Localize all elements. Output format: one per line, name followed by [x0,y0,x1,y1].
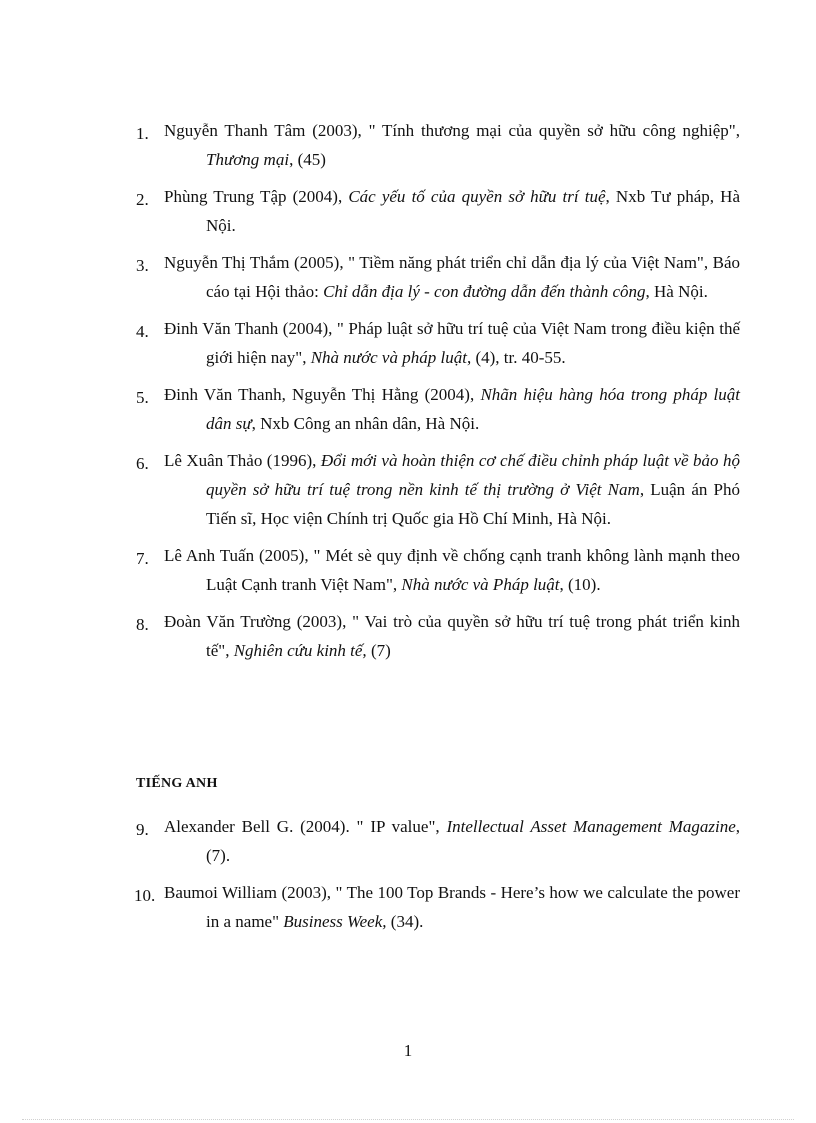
reference-text: Đinh Văn Thanh, Nguyễn Thị Hằng (2004), [164,385,481,404]
reference-text: Baumoi William (2003), " The 100 Top Brands - Here’s how we calculate the power in a name" [164,883,740,931]
reference-source: Nghiên cứu kinh tế, [233,641,367,660]
reference-tail: , Nxb Tư pháp, Hà Nội. [206,187,740,235]
reference-tail: , Nxb Công an nhân dân, Hà Nội. [251,414,480,433]
reference-title: Đổi mới và hoàn thiện cơ chế điều chỉnh pháp luật về bảo hộ quyền sở hữu trí tuệ trong nền kinh tế thị trường ở Việt Nam [206,451,740,499]
reference-source: Nhà nước và Pháp luật [401,575,560,594]
reference-tail: (7) [366,641,391,660]
reference-item [136,446,740,533]
reference-item [136,314,740,372]
reference-text: Đoàn Văn Trường (2003), " Vai trò của quyền sở hữu trí tuệ trong phát triển kinh tế", [164,612,740,660]
reference-tail: (34). [386,912,424,931]
page-number: 1 [403,1041,413,1060]
reference-source: Intellectual Asset Management Magazine [446,817,736,836]
reference-text: Phùng Trung Tập (2004), [164,187,349,206]
reference-number: 1. [136,124,149,143]
reference-tail: , (4), tr. 40-55. [466,348,566,367]
reference-list-vietnamese [136,116,740,673]
reference-item [136,248,740,306]
reference-tail: , Luận án Phó Tiến sĩ, Học viện Chính trị Quốc gia Hồ Chí Minh, Hà Nội. [206,480,740,528]
reference-text: Alexander Bell G. (2004). " IP value", [164,817,447,836]
reference-tail: , (10). [559,575,601,594]
page-bottom-divider [22,1119,794,1120]
section-heading-english: TIẾNG ANH [136,776,218,791]
reference-item [136,380,740,438]
reference-number: 9. [136,820,149,839]
reference-item [136,878,740,936]
reference-number: 6. [136,454,149,473]
reference-tail: , Hà Nội. [645,282,708,301]
reference-text: Lê Anh Tuấn (2005), " Mét sè quy định về chống cạnh tranh không lành mạnh theo Luật Cạnh tranh Việt Nam", [164,546,740,594]
reference-title: Chỉ dẫn địa lý - con đường dẫn đến thành công [323,282,646,301]
reference-list-english [136,812,740,944]
reference-item [136,182,740,240]
reference-number: 4. [136,322,149,341]
reference-item [136,607,740,665]
reference-source: Nhà nước và pháp luật [310,348,467,367]
reference-number: 8. [136,615,149,634]
reference-source: Thương mại [206,150,290,169]
reference-tail: , (45) [289,150,326,169]
reference-item [136,541,740,599]
reference-title: Các yếu tố của quyền sở hữu trí tuệ [348,187,606,206]
reference-title: Nhãn hiệu hàng hóa trong pháp luật dân sự [206,385,741,433]
reference-number: 2. [136,190,149,209]
reference-text: Lê Xuân Thảo (1996), [164,451,321,470]
reference-text: Đinh Văn Thanh (2004), " Pháp luật sở hữu trí tuệ của Việt Nam trong điều kiện thế giới hiện nay", [164,319,740,367]
reference-text: Nguyễn Thanh Tâm (2003), " Tính thương mại của quyền sở hữu công nghiệp", [164,121,740,140]
reference-tail: , (7). [206,817,740,865]
reference-number: 5. [136,388,149,407]
reference-item [136,812,740,870]
reference-source: Business Week, [283,912,387,931]
reference-text: Nguyễn Thị Thắm (2005), " Tiềm năng phát triển chỉ dẫn địa lý của Việt Nam", Báo cáo tại Hội thảo: [164,253,740,301]
reference-item [136,116,740,174]
reference-number: 7. [136,549,149,568]
reference-number: 3. [136,256,149,275]
reference-number: 10. [134,886,156,905]
